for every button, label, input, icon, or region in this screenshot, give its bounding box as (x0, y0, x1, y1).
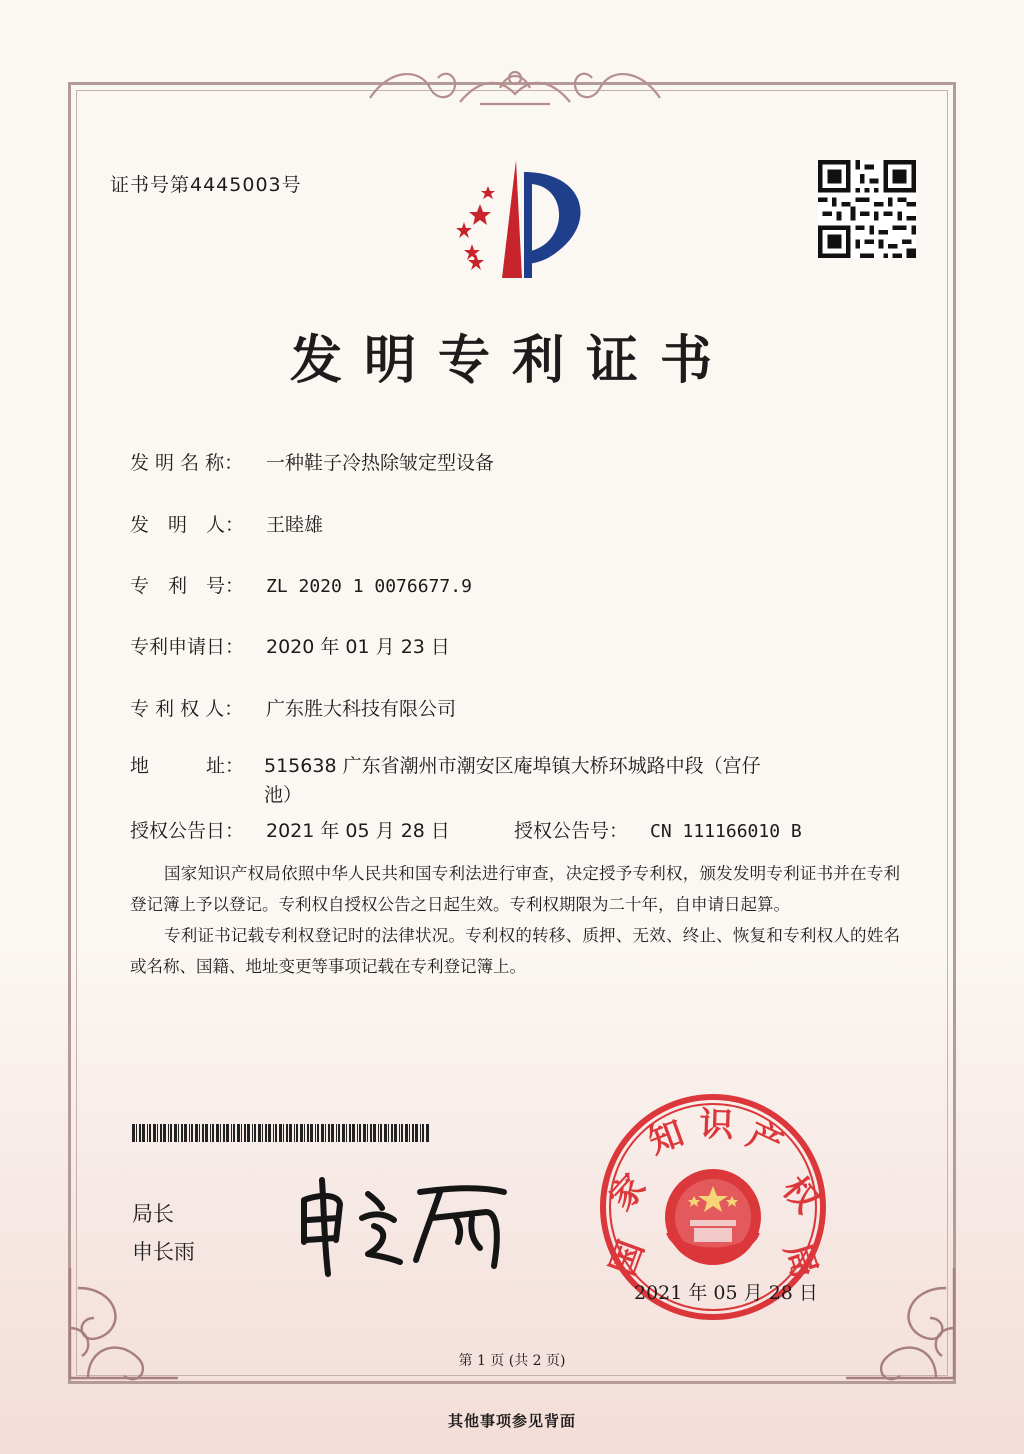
address-label: 地 址： (130, 755, 245, 777)
grant-date-row (130, 816, 450, 843)
certificate-number: 证书号第4445003号 (110, 174, 302, 196)
svg-text:知: 知 (643, 1113, 690, 1163)
svg-text:权: 权 (774, 1169, 827, 1221)
grant-number-label: 授权公告号： (514, 820, 629, 842)
application-date-label: 专利申请日： (130, 636, 245, 658)
director-title: 局长 (132, 1202, 174, 1226)
svg-text:产: 产 (740, 1114, 789, 1166)
barcode-icon (132, 1124, 432, 1142)
grant-number-value: CN 111166010 B (650, 821, 802, 842)
address-value: 515638 广东省潮州市潮安区庵埠镇大桥环城路中段（宫仔池） (264, 755, 761, 806)
director-signature (290, 1170, 520, 1280)
svg-text:国: 国 (603, 1235, 653, 1282)
svg-text:家: 家 (601, 1166, 655, 1219)
certificate-title: 发明专利证书 (289, 330, 734, 391)
invention-name-label: 发 明 名 称： (130, 452, 244, 474)
patent-number-value: ZL 2020 1 0076677.9 (266, 576, 472, 597)
grant-number-row (514, 816, 802, 843)
bottom-left-ornament (58, 1268, 178, 1398)
body-paragraph-1: 国家知识产权局依照中华人民共和国专利法进行审查，决定授予专利权，颁发发明专利证书并在专利登记簿上予以登记。专利权自授权公告之日起生效。专利权期限为二十年，自申请日起算。 (130, 864, 900, 914)
inventor-label: 发 明 人： (130, 514, 245, 536)
patentee-value: 广东胜大科技有限公司 (266, 698, 457, 720)
patentee-label: 专 利 权 人： (130, 698, 244, 720)
qr-code-icon (818, 160, 916, 258)
certificate-body (130, 858, 900, 982)
patent-number-row (130, 571, 472, 598)
director-name: 申长雨 (132, 1240, 195, 1264)
invention-name-row (130, 448, 494, 475)
application-date-value: 2020 年 01 月 23 日 (266, 636, 450, 658)
svg-text:局: 局 (776, 1238, 825, 1283)
patentee-row (130, 694, 456, 721)
address-row (130, 752, 770, 810)
bottom-right-ornament (846, 1268, 966, 1398)
grant-date-label: 授权公告日： (130, 820, 245, 842)
svg-text:识: 识 (698, 1104, 735, 1146)
inventor-value: 王睦雄 (266, 514, 324, 536)
inventor-row (130, 510, 323, 537)
top-ornament (360, 58, 670, 114)
application-date-row (130, 632, 450, 659)
body-paragraph-2: 专利证书记载专利权登记时的法律状况。专利权的转移、质押、无效、终止、恢复和专利权人的姓名或名称、国籍、地址变更等事项记载在专利登记簿上。 (130, 926, 900, 976)
seal-date: 2021 年 05 月 28 日 (634, 1282, 818, 1304)
invention-name-value: 一种鞋子冷热除皱定型设备 (266, 452, 495, 474)
back-note: 其他事项参见背面 (447, 1412, 576, 1430)
grant-date-value: 2021 年 05 月 28 日 (266, 820, 450, 842)
cnipa-logo-icon (438, 158, 598, 280)
patent-number-label: 专 利 号： (130, 575, 245, 597)
page-number: 第 1 页 (共 2 页) (458, 1353, 566, 1369)
